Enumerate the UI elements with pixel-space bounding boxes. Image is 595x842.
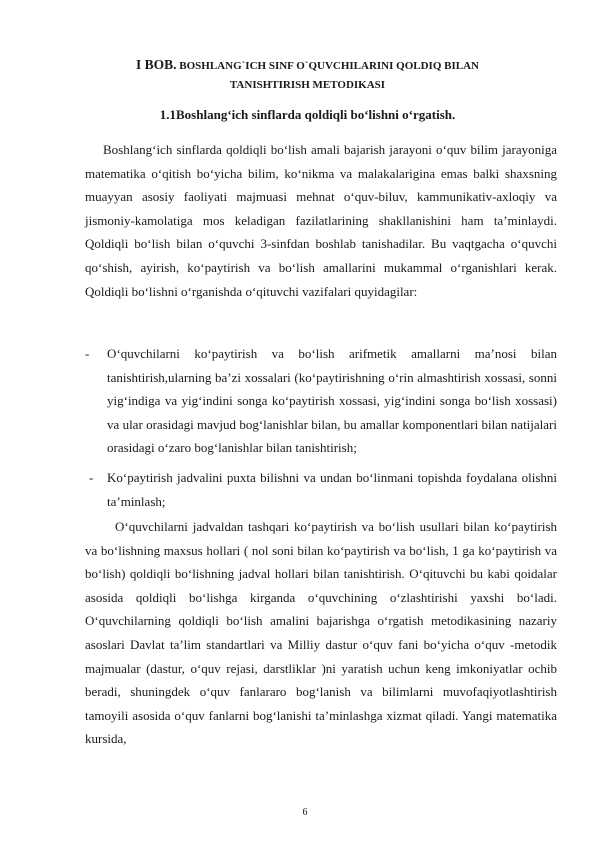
- task-list: [85, 342, 557, 460]
- list-item: [85, 466, 557, 513]
- paragraph-body: O‘quvchilarni jadvaldan tashqari ko‘paytirish va bo‘lish usullari bilan ko‘paytirish va bo‘lishning maxsus hollari ( nol soni bilan ko‘paytirish va bo‘lish, 1 ga ko‘paytirish va bo‘lish) qoldiqli bo‘lishning jadval hollari bilan tanishtirish. O‘qituvchi bu kabi qoidalar asosida qoldiqli bo‘lishga kirganda o‘quvchining o‘zlashtirishi yaxshi bo‘ladi. O‘quvchilarning qoldiqli bo‘lish amalini bajarishga o‘rgatish metodikasining nazariy asoslari Davlat ta’lim standartlari va Milliy dastur o‘quv fani bo‘yicha o‘quv -metodik majmualar (dastur, o‘quv rejasi, darstliklar )ni yaratish uchun keng imkoniyatlar ochib beradi, shuningdek o‘quv fanlararo bog‘lanish va bilimlarni muvofaqiyotlashtirish tamoyili asosida o‘quv fanlarni bog‘lanishi ta’minlashga xizmat qiladi. Yangi matematika kursida,: [85, 519, 557, 747]
- list-item-text: O‘quvchilarni ko‘paytirish va bo‘lish arifmetik amallarni ma’nosi bilan tanishtirish,ularning ba’zi xossalari (ko‘paytirishning o‘rin almashtirish xossasi, sonni yig‘indiga va yig‘indini songa ko‘paytirish xossasi, yig‘indini songa bo‘lish xossasi) va ular orasidagi mavjud bog‘lanishlar bilan, bu amallar komponentlari bilan natijalari orasidagi o‘zaro bog‘lanishlar bilan tanishtirish;: [107, 346, 557, 456]
- list-bullet: -: [89, 470, 94, 485]
- chapter-title-line-2: TANISHTIRISH METODIKASI: [229, 79, 386, 91]
- list-bullet: -: [85, 346, 90, 361]
- list-item-text: Ko‘paytirish jadvalini puxta bilishni va undan bo‘linmani topishda foydalana olishni ta’minlash;: [107, 470, 557, 509]
- page-number: 6: [302, 807, 308, 818]
- chapter-title: [70, 55, 545, 95]
- section-title: 1.1Boshlang‘ich sinflarda qoldiqli bo‘lishni o‘rgatish.: [159, 107, 456, 122]
- task-list-continued: [85, 466, 557, 513]
- chapter-title-text: BOSHLANG`ICH SINF O`QUVCHILARINI QOLDIQ BILAN: [179, 60, 479, 72]
- chapter-title-line-1: [70, 55, 545, 76]
- chapter-prefix: I BOB.: [136, 57, 177, 72]
- list-item: [85, 342, 557, 460]
- paragraph-intro: Boshlang‘ich sinflarda qoldiqli bo‘lish amali bajarish jarayoni o‘quv bilim jarayoniga matematika o‘qitish bo‘yicha bilim, ko‘nikma va malakalarigina emas balki shaxsning muayyan asosiy faoliyati majmuasi mehnat o‘quv-biluv, kammunikativ-axloqiy va jismoniy-kamolatiga mos keladigan fazilatlarining shakllanishini ham ta’minlaydi. Qoldiqli bo‘lish bilan o‘quvchi 3-sinfdan boshlab tanishadilar. Bu vaqtgacha o‘quvchi qo‘shish, ayirish, ko‘paytirish va bo‘lish amallarini mukammal o‘rganishlari kerak. Qoldiqli bo‘lishni o‘rganishda o‘qituvchi vazifalari quyidagilar:: [85, 142, 557, 299]
